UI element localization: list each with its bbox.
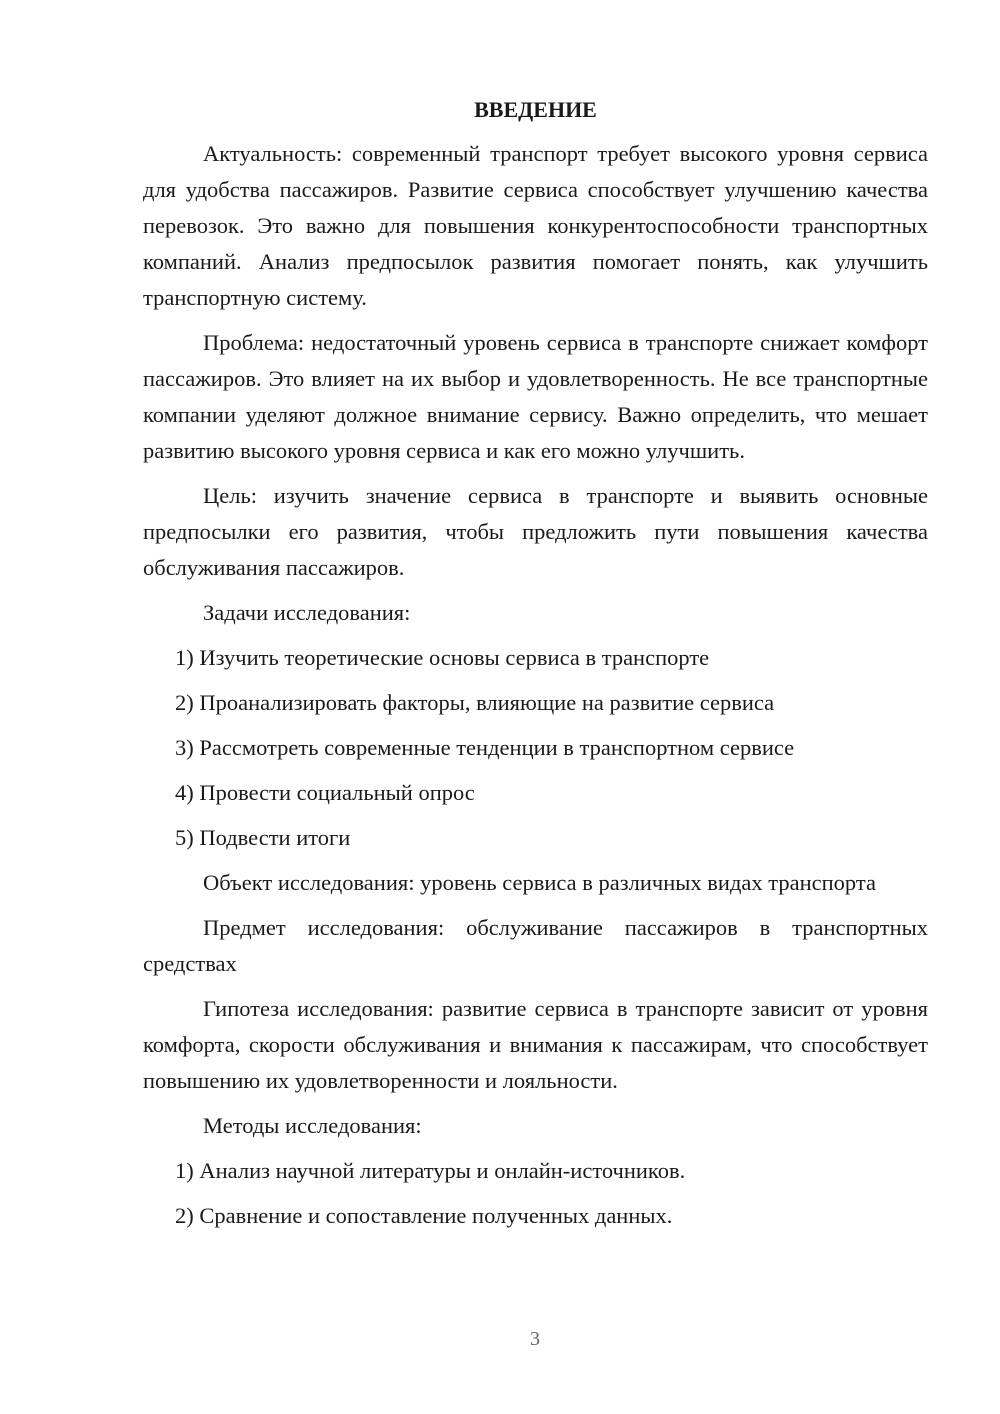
list-item: 5) Подвести итоги	[175, 825, 351, 850]
methods-list	[143, 1153, 928, 1234]
tasks-heading: Задачи исследования:	[203, 600, 411, 625]
problem-paragraph: Проблема: недостаточный уровень сервиса в транспорте снижает комфорт пассажиров. Это влияет на их выбор и удовлетворенность. Не все транспортные компании уделяют должное внимание сервису. Важно определить, что мешает развитию высокого уровня сервиса и как его можно улучшить.	[143, 330, 928, 463]
subject-paragraph: Предмет исследования: обслуживание пассажиров в транспортных средствах	[143, 915, 928, 976]
page-title: ВВЕДЕНИЕ	[474, 97, 597, 122]
goal-paragraph: Цель: изучить значение сервиса в транспорте и выявить основные предпосылки его развития, чтобы предложить пути повышения качества обслуживания пассажиров.	[143, 483, 928, 580]
list-item: 2) Проанализировать факторы, влияющие на развитие сервиса	[175, 690, 775, 715]
list-item: 4) Провести социальный опрос	[175, 780, 475, 805]
page-number: 3	[530, 1328, 540, 1350]
relevance-paragraph: Актуальность: современный транспорт требует высокого уровня сервиса для удобства пассажиров. Развитие сервиса способствует улучшению качества перевозок. Это важно для повышения конкурентоспособности транспортных компаний. Анализ предпосылок развития помогает понять, как улучшить транспортную систему.	[143, 141, 928, 310]
object-paragraph: Объект исследования: уровень сервиса в различных видах транспорта	[203, 870, 876, 895]
methods-heading: Методы исследования:	[203, 1113, 422, 1138]
tasks-list	[143, 640, 928, 856]
document-page	[143, 92, 928, 1243]
list-item: 1) Анализ научной литературы и онлайн-источников.	[175, 1158, 686, 1183]
list-item: 2) Сравнение и сопоставление полученных данных.	[175, 1203, 673, 1228]
list-item: 3) Рассмотреть современные тенденции в транспортном сервисе	[175, 735, 795, 760]
hypothesis-paragraph: Гипотеза исследования: развитие сервиса в транспорте зависит от уровня комфорта, скорости обслуживания и внимания к пассажирам, что способствует повышению их удовлетворенности и лояльности.	[143, 996, 928, 1093]
list-item: 1) Изучить теоретические основы сервиса в транспорте	[175, 645, 710, 670]
